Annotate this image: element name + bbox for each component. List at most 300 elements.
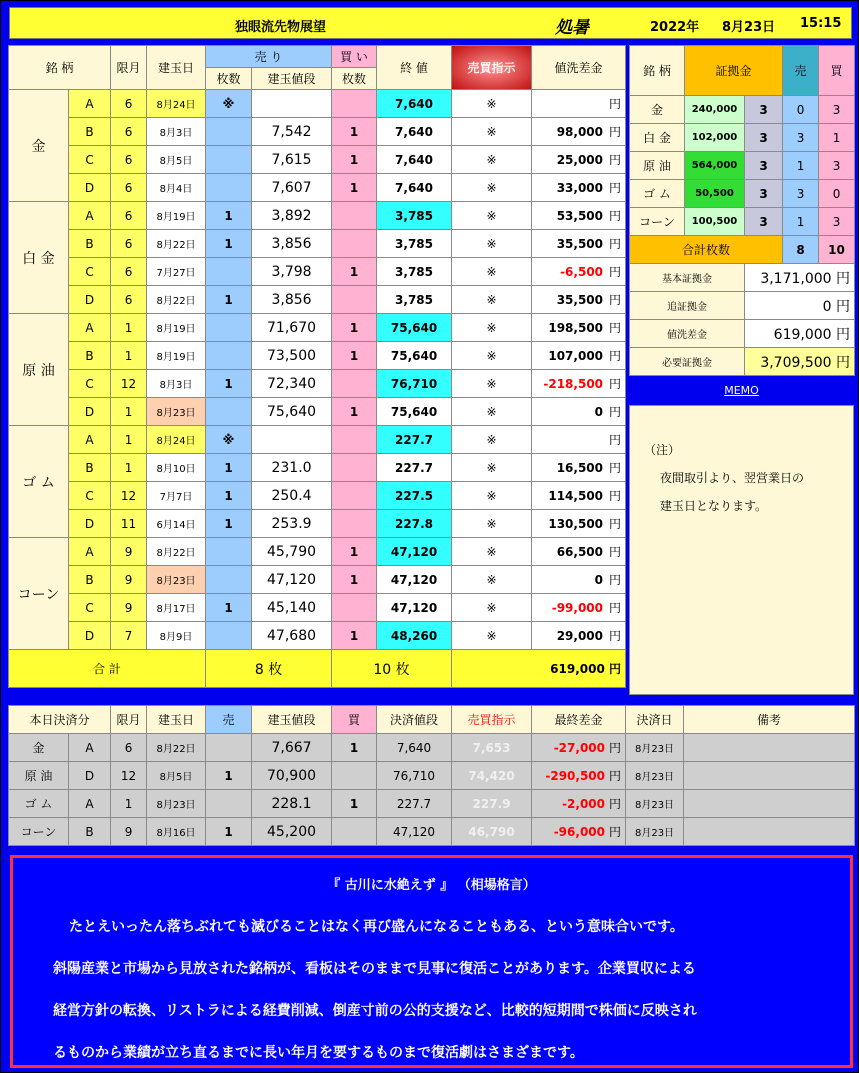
page-title: 独眼流先物展望 (235, 20, 327, 35)
settled-sell (206, 734, 252, 762)
row-diff-yen: 円 (609, 461, 622, 475)
margin-buy: 1 (819, 124, 855, 152)
row-month: 1 (111, 314, 147, 342)
row-key: A (69, 538, 111, 566)
settled-buy: 1 (332, 790, 377, 818)
col-open-price: 建玉値段 (252, 68, 332, 90)
row-signal: ※ (452, 174, 532, 202)
settled-col-buy: 買 (332, 706, 377, 734)
settled-brand: 原 油 (9, 762, 69, 790)
group-brand: ゴ ム (9, 426, 69, 538)
row-buy-qty: 1 (332, 398, 377, 426)
settled-col-month: 限月 (111, 706, 147, 734)
row-signal: ※ (452, 118, 532, 146)
memo-link[interactable]: MEMO (724, 384, 759, 397)
settled-buy (332, 762, 377, 790)
row-close: 7,640 (377, 146, 452, 174)
row-diff-value: 66,500 (556, 545, 604, 559)
row-month: 6 (111, 90, 147, 118)
row-open-date: 8月9日 (147, 622, 206, 650)
row-buy-qty: 1 (332, 174, 377, 202)
header-year: 2022年 (650, 20, 700, 35)
settled-signal: 227.9 (452, 790, 532, 818)
settled-col-final: 最終差金 (532, 706, 626, 734)
row-diff-yen: 円 (609, 349, 622, 363)
row-open-date: 8月5日 (147, 146, 206, 174)
row-sell-qty: 1 (206, 510, 252, 538)
positions-table (8, 45, 626, 688)
side-col-buy: 買 (819, 46, 855, 96)
row-diff-value: 35,500 (556, 237, 604, 251)
row-key: D (69, 174, 111, 202)
settled-final (532, 762, 626, 790)
row-open-price: 250.4 (252, 482, 332, 510)
row-buy-qty: 1 (332, 118, 377, 146)
row-open-date: 7月7日 (147, 482, 206, 510)
position-row (9, 622, 626, 650)
row-signal: ※ (452, 426, 532, 454)
row-buy-qty: 1 (332, 342, 377, 370)
settled-brand: 金 (9, 734, 69, 762)
row-close: 47,120 (377, 594, 452, 622)
row-sell-qty: ※ (206, 90, 252, 118)
settled-row (9, 818, 855, 846)
row-diff (532, 90, 626, 118)
row-key: A (69, 314, 111, 342)
total-diff-yen: 円 (609, 662, 622, 676)
margin-value: 102,000 (685, 124, 745, 152)
summary-row (630, 264, 855, 292)
row-month: 11 (111, 510, 147, 538)
row-open-date: 8月23日 (147, 566, 206, 594)
settled-open-date: 8月16日 (147, 818, 206, 846)
margin-brand: コーン (630, 208, 685, 236)
margin-value: 564,000 (685, 152, 745, 180)
row-open-price: 3,798 (252, 258, 332, 286)
row-open-price: 3,892 (252, 202, 332, 230)
margin-sell: 1 (783, 152, 819, 180)
row-buy-qty: 1 (332, 258, 377, 286)
row-diff-yen: 円 (609, 629, 622, 643)
margin-brand: 原 油 (630, 152, 685, 180)
margin-row (630, 96, 855, 124)
summary-label: 基本証拠金 (630, 264, 745, 292)
row-open-price: 7,542 (252, 118, 332, 146)
settled-col-open-date: 建玉日 (147, 706, 206, 734)
row-sell-qty: 1 (206, 370, 252, 398)
row-buy-qty (332, 202, 377, 230)
settled-brand: コーン (9, 818, 69, 846)
settled-month: 6 (111, 734, 147, 762)
summary-value: 619,000 円 (745, 320, 855, 348)
row-key: D (69, 510, 111, 538)
col-brand: 銘 柄 (9, 46, 111, 90)
margin-buy: 3 (819, 96, 855, 124)
settled-col-open-price: 建玉値段 (252, 706, 332, 734)
position-row (9, 314, 626, 342)
proverb-box (10, 855, 853, 1068)
row-open-price: 45,790 (252, 538, 332, 566)
row-key: A (69, 426, 111, 454)
row-month: 1 (111, 342, 147, 370)
row-open-date: 8月10日 (147, 454, 206, 482)
settled-signal: 74,420 (452, 762, 532, 790)
settled-final-value: -27,000 (553, 741, 605, 755)
settled-open-date: 8月5日 (147, 762, 206, 790)
row-month: 6 (111, 118, 147, 146)
settled-sell: 1 (206, 818, 252, 846)
row-open-date: 8月22日 (147, 230, 206, 258)
row-key: D (69, 622, 111, 650)
settled-key: D (69, 762, 111, 790)
settled-row (9, 790, 855, 818)
row-open-price: 47,680 (252, 622, 332, 650)
col-month: 限月 (111, 46, 147, 90)
row-signal: ※ (452, 566, 532, 594)
row-diff-value: 198,500 (548, 321, 604, 335)
settled-col-settle-date: 決済日 (626, 706, 684, 734)
row-open-price: 72,340 (252, 370, 332, 398)
count-buy: 10 (819, 236, 855, 264)
col-open-date: 建玉日 (147, 46, 206, 90)
row-close: 227.5 (377, 482, 452, 510)
row-open-date: 8月19日 (147, 342, 206, 370)
total-diff-value: 619,000 (550, 662, 605, 676)
summary-label: 追証拠金 (630, 292, 745, 320)
row-diff (532, 314, 626, 342)
margin-value: 50,500 (685, 180, 745, 208)
count-sell: 8 (783, 236, 819, 264)
side-col-brand: 銘 柄 (630, 46, 685, 96)
margin-count: 3 (745, 124, 783, 152)
row-signal: ※ (452, 258, 532, 286)
row-diff (532, 286, 626, 314)
summary-value: 3,171,000 円 (745, 264, 855, 292)
col-sell: 売 り (206, 46, 332, 68)
margin-buy: 0 (819, 180, 855, 208)
settled-key: A (69, 734, 111, 762)
position-row (9, 370, 626, 398)
row-key: C (69, 146, 111, 174)
settled-row (9, 762, 855, 790)
row-signal: ※ (452, 538, 532, 566)
settled-col-signal: 売買指示 (452, 706, 532, 734)
settled-note (684, 790, 855, 818)
row-signal: ※ (452, 314, 532, 342)
position-row (9, 202, 626, 230)
settled-month: 12 (111, 762, 147, 790)
row-open-price: 75,640 (252, 398, 332, 426)
settled-price: 7,640 (377, 734, 452, 762)
margin-row (630, 124, 855, 152)
margin-brand: ゴ ム (630, 180, 685, 208)
row-close: 227.7 (377, 454, 452, 482)
row-diff (532, 370, 626, 398)
position-row (9, 538, 626, 566)
position-row (9, 342, 626, 370)
row-month: 1 (111, 398, 147, 426)
row-open-date: 8月17日 (147, 594, 206, 622)
position-row (9, 174, 626, 202)
row-sell-qty (206, 622, 252, 650)
row-close: 75,640 (377, 314, 452, 342)
total-sell: 8 枚 (206, 650, 332, 688)
col-sell-qty: 枚数 (206, 68, 252, 90)
summary-label: 必要証拠金 (630, 348, 745, 376)
row-signal: ※ (452, 230, 532, 258)
margin-table (629, 45, 855, 376)
row-key: B (69, 118, 111, 146)
row-signal: ※ (452, 398, 532, 426)
row-diff-yen: 円 (609, 545, 622, 559)
row-buy-qty (332, 594, 377, 622)
row-open-price: 3,856 (252, 286, 332, 314)
row-diff-yen: 円 (609, 377, 622, 391)
row-diff (532, 202, 626, 230)
side-col-margin: 証拠金 (685, 46, 783, 96)
settled-col-settle-price: 決済値段 (377, 706, 452, 734)
row-diff-value: 107,000 (548, 349, 604, 363)
row-diff-value: -99,000 (551, 601, 604, 615)
row-sell-qty: ※ (206, 426, 252, 454)
total-diff (452, 650, 626, 688)
summary-row (630, 292, 855, 320)
position-row (9, 146, 626, 174)
settled-col-title: 本日決済分 (9, 706, 111, 734)
group-brand: 金 (9, 90, 69, 202)
margin-buy: 3 (819, 152, 855, 180)
header-time: 15:15 (800, 16, 842, 31)
row-key: B (69, 566, 111, 594)
row-diff (532, 118, 626, 146)
settled-col-note: 備考 (684, 706, 855, 734)
row-key: A (69, 202, 111, 230)
settled-open-date: 8月22日 (147, 734, 206, 762)
row-open-date: 8月3日 (147, 370, 206, 398)
margin-buy: 3 (819, 208, 855, 236)
col-buy-qty: 枚数 (332, 68, 377, 90)
row-diff-yen: 円 (609, 237, 622, 251)
row-close: 3,785 (377, 286, 452, 314)
memo-bar (629, 381, 854, 403)
summary-value: 3,709,500 円 (745, 348, 855, 376)
row-key: B (69, 454, 111, 482)
margin-count: 3 (745, 96, 783, 124)
row-diff (532, 174, 626, 202)
row-signal: ※ (452, 342, 532, 370)
row-sell-qty: 1 (206, 286, 252, 314)
row-month: 12 (111, 482, 147, 510)
position-row (9, 398, 626, 426)
proverb-line-2: 斜陽産業と市場から見放された銘柄が、看板はそのままで見事に復活ことがあります。企業買収による (53, 961, 696, 977)
settled-price: 76,710 (377, 762, 452, 790)
row-sell-qty (206, 314, 252, 342)
row-buy-qty (332, 510, 377, 538)
row-diff (532, 426, 626, 454)
row-close: 7,640 (377, 90, 452, 118)
row-month: 7 (111, 622, 147, 650)
row-diff-yen: 円 (609, 601, 622, 615)
row-diff (532, 510, 626, 538)
row-month: 12 (111, 370, 147, 398)
row-key: A (69, 90, 111, 118)
position-row (9, 118, 626, 146)
row-signal: ※ (452, 146, 532, 174)
row-diff-yen: 円 (609, 293, 622, 307)
row-diff-yen: 円 (609, 265, 622, 279)
row-diff-value: 35,500 (556, 293, 604, 307)
settled-final-value: -96,000 (553, 825, 605, 839)
row-close: 227.8 (377, 510, 452, 538)
total-label (9, 650, 206, 688)
row-open-date: 8月24日 (147, 90, 206, 118)
memo-line-2: 夜間取引より、翌営業日の (660, 471, 805, 485)
row-sell-qty: 1 (206, 202, 252, 230)
row-month: 9 (111, 566, 147, 594)
count-label: 合計枚数 (630, 236, 783, 264)
memo-line-3: 建玉日となります。 (660, 499, 768, 513)
row-diff (532, 398, 626, 426)
row-month: 9 (111, 594, 147, 622)
row-open-date: 8月3日 (147, 118, 206, 146)
row-diff-value: 0 (594, 573, 604, 587)
settled-note (684, 734, 855, 762)
settled-open-price: 70,900 (252, 762, 332, 790)
row-buy-qty: 1 (332, 146, 377, 174)
row-open-date: 8月23日 (147, 398, 206, 426)
row-signal: ※ (452, 454, 532, 482)
settled-final-value: -290,500 (545, 769, 605, 783)
position-row (9, 426, 626, 454)
row-sell-qty (206, 118, 252, 146)
proverb-line-1: たとえいったん落ちぶれても滅びることはなく再び盛んになることもある、という意味合いです。 (69, 919, 684, 935)
row-buy-qty: 1 (332, 314, 377, 342)
row-open-date: 8月22日 (147, 286, 206, 314)
row-buy-qty (332, 482, 377, 510)
row-open-date: 8月22日 (147, 538, 206, 566)
row-diff (532, 622, 626, 650)
row-signal: ※ (452, 510, 532, 538)
row-sell-qty (206, 174, 252, 202)
settled-date: 8月23日 (626, 734, 684, 762)
row-sell-qty: 1 (206, 482, 252, 510)
row-sell-qty: 1 (206, 230, 252, 258)
total-label-text: 合 計 (93, 662, 121, 676)
margin-count: 3 (745, 208, 783, 236)
row-key: C (69, 594, 111, 622)
row-month: 1 (111, 426, 147, 454)
margin-sell: 3 (783, 124, 819, 152)
total-buy: 10 枚 (332, 650, 452, 688)
settled-date: 8月23日 (626, 818, 684, 846)
position-row (9, 258, 626, 286)
position-row (9, 510, 626, 538)
row-diff (532, 454, 626, 482)
proverb-line-4: るものから業績が立ち直るまでに長い年月を要するものまで復活劇はさまざまです。 (53, 1045, 584, 1061)
row-open-price: 45,140 (252, 594, 332, 622)
row-diff-yen: 円 (609, 433, 622, 447)
settled-date: 8月23日 (626, 790, 684, 818)
row-key: B (69, 230, 111, 258)
margin-sell: 0 (783, 96, 819, 124)
settled-final-yen: 円 (609, 769, 622, 783)
row-signal: ※ (452, 286, 532, 314)
group-brand: 白 金 (9, 202, 69, 314)
settled-month: 9 (111, 818, 147, 846)
row-open-price: 7,615 (252, 146, 332, 174)
row-diff (532, 538, 626, 566)
position-row (9, 482, 626, 510)
summary-row (630, 348, 855, 376)
row-sell-qty (206, 258, 252, 286)
settled-buy (332, 818, 377, 846)
settled-open-price: 45,200 (252, 818, 332, 846)
row-diff-value: 98,000 (556, 125, 604, 139)
row-month: 6 (111, 286, 147, 314)
row-open-date: 8月4日 (147, 174, 206, 202)
row-month: 6 (111, 258, 147, 286)
row-key: B (69, 342, 111, 370)
season-seal: 処暑 (555, 18, 589, 38)
row-diff-yen: 円 (609, 181, 622, 195)
row-diff (532, 566, 626, 594)
row-sell-qty (206, 342, 252, 370)
row-key: C (69, 258, 111, 286)
settled-month: 1 (111, 790, 147, 818)
row-month: 6 (111, 230, 147, 258)
settled-note (684, 818, 855, 846)
row-open-date: 6月14日 (147, 510, 206, 538)
row-close: 47,120 (377, 538, 452, 566)
row-open-price: 71,670 (252, 314, 332, 342)
row-key: C (69, 482, 111, 510)
row-buy-qty (332, 230, 377, 258)
row-open-price (252, 426, 332, 454)
row-open-price: 73,500 (252, 342, 332, 370)
margin-sell: 3 (783, 180, 819, 208)
memo-line-1: （注） (644, 443, 681, 457)
row-diff-yen: 円 (609, 125, 622, 139)
row-diff-yen: 円 (609, 517, 622, 531)
row-close: 3,785 (377, 230, 452, 258)
row-diff-value: -6,500 (560, 265, 604, 279)
row-signal: ※ (452, 370, 532, 398)
row-key: D (69, 286, 111, 314)
row-sell-qty (206, 566, 252, 594)
margin-brand: 金 (630, 96, 685, 124)
position-row (9, 566, 626, 594)
position-row (9, 230, 626, 258)
row-signal: ※ (452, 622, 532, 650)
settled-final-yen: 円 (609, 741, 622, 755)
row-diff-yen: 円 (609, 97, 622, 111)
row-diff-value: 130,500 (548, 517, 604, 531)
row-open-price: 231.0 (252, 454, 332, 482)
row-diff-value: 0 (594, 405, 604, 419)
row-sell-qty (206, 146, 252, 174)
row-signal: ※ (452, 482, 532, 510)
position-row (9, 594, 626, 622)
proverb-title: 『 古川に水絶えず 』 （相場格言） (327, 878, 536, 893)
header-bar (9, 7, 852, 39)
row-key: D (69, 398, 111, 426)
col-signal: 売買指示 (452, 46, 532, 90)
row-open-date: 8月19日 (147, 202, 206, 230)
row-close: 7,640 (377, 118, 452, 146)
row-buy-qty (332, 90, 377, 118)
row-buy-qty: 1 (332, 622, 377, 650)
settled-final-yen: 円 (609, 825, 622, 839)
